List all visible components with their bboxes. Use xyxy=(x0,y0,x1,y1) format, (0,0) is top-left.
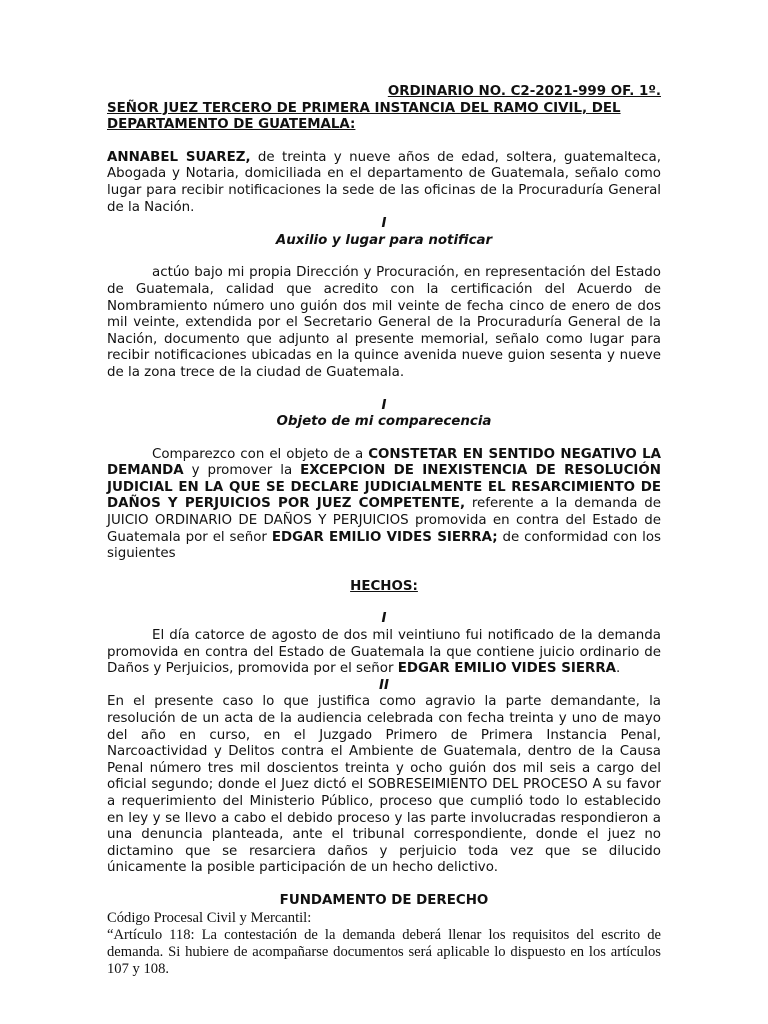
section2-numeral: I xyxy=(381,397,387,413)
fundamento-article: “Artículo 118: La contestación de la demanda deberá llenar los requisitos del escrito de demanda. Si hubiere de acompañarse documentos será aplicable lo dispuesto en los artículos 107 y 108. xyxy=(107,926,661,977)
hechos-item1-text: El día catorce de agosto de dos mil veintiuno fui notificado de la demanda promovida en contra del Estado de Guatemala la que contiene juicio ordinario de Daños y Perjuicios, promovida por el señor xyxy=(107,628,661,677)
hechos-item1-numeral: I xyxy=(381,611,387,627)
section2-text-1: Comparezco con el objeto de a xyxy=(152,446,369,462)
case-number: ORDINARIO NO. C2-2021-999 OF. 1º. xyxy=(387,84,661,99)
section2-text-3: referente a la demanda de JUICIO ORDINARIO DE DAÑOS Y PERJUICIOS promovida en contra del Estado de Guatemala por el señor xyxy=(107,496,661,545)
hechos-item2-numeral: II xyxy=(379,677,389,693)
hechos-item1 xyxy=(107,628,661,678)
section2-text-2: y promover la xyxy=(183,463,301,479)
hechos-item1-end: . xyxy=(616,661,621,677)
intro-text: de treinta y nueve años de edad, soltera, guatemalteca, Abogada y Notaria, domiciliada en el departamento de Guatemala, señalo como lugar para recibir notificaciones la sede de las oficinas de la Procuraduría General de la Nación. xyxy=(107,149,661,215)
section2-bold-1: CONSTETAR EN SENTIDO NEGATIVO LA DEMANDA xyxy=(107,446,662,479)
fundamento-heading: FUNDAMENTO DE DERECHO xyxy=(279,892,489,908)
section2-bold-3: EDGAR EMILIO VIDES SIERRA; xyxy=(271,529,498,545)
section2-bold-2: EXCEPCION DE INEXISTENCIA DE RESOLUCIÓN JUDICIAL EN LA QUE SE DECLARE JUDICIALMENTE EL RESARCIMIENTO DE DAÑOS Y PERJUICIOS POR JUEZ COMPETENTE, xyxy=(107,463,661,512)
plaintiff-name: ANNABEL SUAREZ, xyxy=(107,149,251,165)
section1-title: Auxilio y lugar para notificar xyxy=(275,232,493,248)
section2-text-4: de conformidad con los siguientes xyxy=(107,529,661,562)
section2-body xyxy=(107,447,661,563)
hechos-item2: En el presente caso lo que justifica como agravio la parte demandante, la resolución de un acta de la audiencia celebrada con fecha treinta y uno de mayo del año en curso, en el Juzgado Primero de Primera Instancia Penal, Narcoactividad y Delitos contra el Ambiente de Guatemala, dentro de la Causa Penal número tres mil doscientos treinta y ocho guión dos mil seis a cargo del oficial segundo; donde el Juez dictó el SOBRESEIMIENTO DEL PROCESO A su favor a requerimiento del Ministerio Público, proceso que cumplió todo lo establecido en ley y se llevo a cabo el debido proceso y las parte involucradas respondieron a una denuncia planteada, ante el tribunal correspondiente, donde el juez no dictamino que se resarciera daños y perjuicio toda vez que se dilucido únicamente la posible participación de un hecho delictivo. xyxy=(107,694,661,876)
addressee: SEÑOR JUEZ TERCERO DE PRIMERA INSTANCIA DEL RAMO CIVIL, DEL DEPARTAMENTO DE GUATEMALA: xyxy=(107,100,621,133)
intro-paragraph xyxy=(107,150,661,216)
hechos-item1-bold: EDGAR EMILIO VIDES SIERRA xyxy=(397,661,616,677)
hechos-heading: HECHOS: xyxy=(350,578,418,594)
document-body xyxy=(107,84,661,978)
fundamento-code: Código Procesal Civil y Mercantil: xyxy=(107,909,312,926)
section2-title: Objeto de mi comparecencia xyxy=(276,414,492,430)
section1-numeral: I xyxy=(381,216,387,232)
section1-body: actúo bajo mi propia Dirección y Procuración, en representación del Estado de Guatemala, calidad que acredito con la certificación del Acuerdo de Nombramiento número uno guión dos mil veinte de fecha cinco de enero de dos mil veinte, extendida por el Secretario General de la Procuraduría General de la Nación, documento que adjunto al presente memorial, señalo como lugar para recibir notificaciones ubicadas en la quince avenida nueve guion sesenta y nueve de la zona trece de la ciudad de Guatemala. xyxy=(107,265,661,380)
